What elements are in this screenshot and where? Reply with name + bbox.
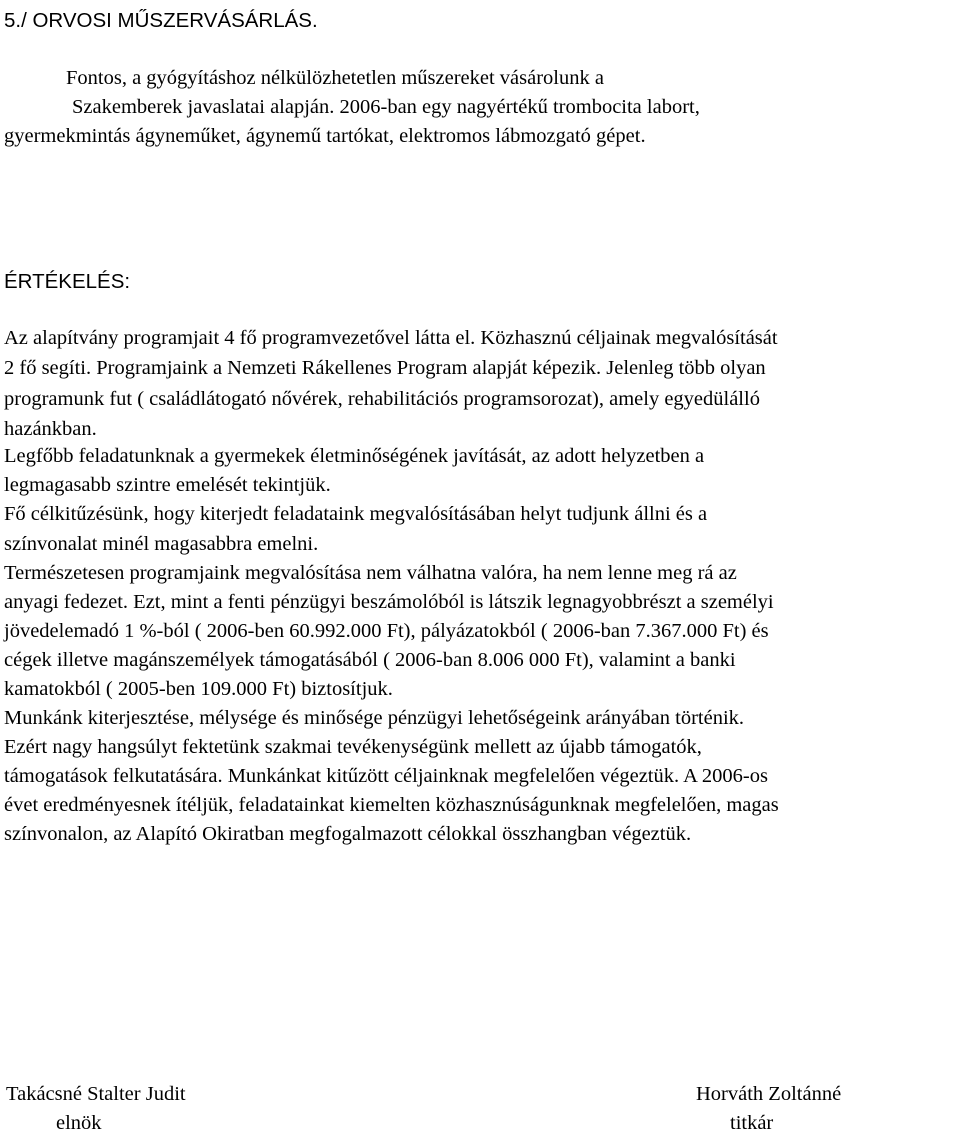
signature-left-name: Takácsné Stalter Judit (6, 1083, 186, 1105)
evaluation-line: színvonalon, az Alapító Okiratban megfogalmazott célokkal összhangban végeztük. (4, 823, 692, 845)
evaluation-line: Természetesen programjaink megvalósítása nem válhatna valóra, ha nem lenne meg rá az (4, 562, 737, 584)
section-line: Fontos, a gyógyításhoz nélkülözhetetlen műszereket vásárolunk a (66, 67, 604, 89)
section-title: 5./ ORVOSI MŰSZERVÁSÁRLÁS. (4, 9, 318, 32)
evaluation-line: hazánkban. (4, 418, 97, 440)
evaluation-line: Ezért nagy hangsúlyt fektetünk szakmai tevékenységünk mellett az újabb támogatók, (4, 736, 702, 758)
evaluation-line: Az alapítvány programjait 4 fő programvezetővel látta el. Közhasznú céljainak megvalósítását (4, 327, 778, 349)
section-line: Szakemberek javaslatai alapján. 2006-ban egy nagyértékű trombocita labort, (72, 96, 700, 118)
evaluation-line: évet eredményesnek ítéljük, feladatainkat kiemelten közhasznúságunknak megfelelően, magas (4, 794, 779, 816)
section-line: gyermekmintás ágyneműket, ágynemű tartókat, elektromos lábmozgató gépet. (4, 125, 646, 147)
evaluation-line: kamatokból ( 2005-ben 109.000 Ft) biztosítjuk. (4, 678, 393, 700)
evaluation-line: jövedelemadó 1 %-ból ( 2006-ben 60.992.000 Ft), pályázatokból ( 2006-ban 7.367.000 Ft) és (4, 620, 769, 642)
evaluation-line: anyagi fedezet. Ezt, mint a fenti pénzügyi beszámolóból is látszik legnagyobbrészt a személyi (4, 591, 774, 613)
evaluation-line: legmagasabb szintre emelését tekintjük. (4, 474, 331, 496)
evaluation-line: 2 fő segíti. Programjaink a Nemzeti Rákellenes Program alapját képezik. Jelenleg több olyan (4, 357, 766, 379)
evaluation-line: támogatások felkutatására. Munkánkat kitűzött céljainknak megfelelően végeztük. A 2006-os (4, 765, 768, 787)
signature-right-role: titkár (730, 1112, 774, 1134)
evaluation-line: Fő célkitűzésünk, hogy kiterjedt feladataink megvalósításában helyt tudjunk állni és a (4, 503, 708, 525)
evaluation-title: ÉRTÉKELÉS: (4, 270, 131, 293)
signature-left-role: elnök (56, 1112, 102, 1134)
signature-right-name: Horváth Zoltánné (696, 1083, 842, 1105)
evaluation-line: programunk fut ( családlátogató nővérek, rehabilitációs programsorozat), amely egyedülálló (4, 388, 760, 410)
evaluation-line: színvonalat minél magasabbra emelni. (4, 533, 319, 555)
evaluation-line: Munkánk kiterjesztése, mélysége és minősége pénzügyi lehetőségeink arányában történik. (4, 707, 745, 729)
evaluation-line: Legfőbb feladatunknak a gyermekek életminőségének javítását, az adott helyzetben a (4, 445, 705, 467)
evaluation-line: cégek illetve magánszemélyek támogatásából ( 2006-ban 8.006 000 Ft), valamint a banki (4, 649, 736, 671)
